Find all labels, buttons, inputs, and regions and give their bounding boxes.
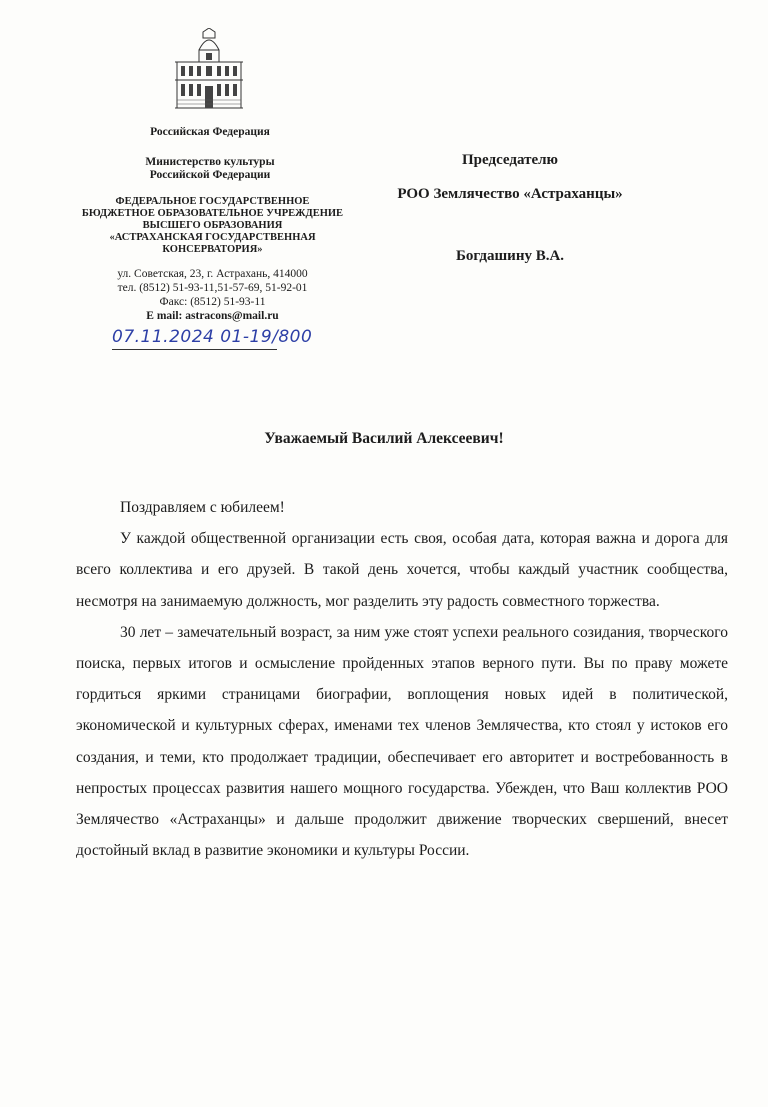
greeting-paragraph: Поздравляем с юбилеем! — [120, 499, 285, 516]
institution-line: «АСТРАХАНСКАЯ ГОСУДАРСТВЕННАЯ — [109, 232, 316, 243]
email: E mail: astracons@mail.ru — [146, 310, 279, 322]
salutation: Уважаемый Василий Алексеевич! — [264, 430, 504, 447]
letterhead-ministry — [100, 156, 320, 182]
letterhead-contacts — [70, 267, 355, 323]
ministry-line: Российской Федерации — [149, 169, 271, 181]
recipient-organization: РОО Землячество «Астраханцы» — [397, 186, 623, 202]
recipient-name: Богдашину В.А. — [455, 248, 565, 264]
conservatory-building-icon — [173, 28, 245, 110]
recipient-title: Председателю — [462, 152, 558, 168]
institution-line: ВЫСШЕГО ОБРАЗОВАНИЯ — [142, 220, 283, 231]
institution-line: БЮДЖЕТНОЕ ОБРАЗОВАТЕЛЬНОЕ УЧРЕЖДЕНИЕ — [81, 208, 344, 219]
address: ул. Советская, 23, г. Астрахань, 414000 — [117, 268, 308, 280]
letter-body — [76, 492, 728, 866]
reference-underline — [112, 349, 277, 350]
letterhead-country: Российская Федерация — [150, 126, 270, 138]
letterhead-institution — [70, 196, 355, 256]
institution-line: ФЕДЕРАЛЬНОЕ ГОСУДАРСТВЕННОЕ — [115, 196, 310, 207]
handwritten-reference: 07.11.2024 01-19/800 — [112, 327, 313, 347]
phone: тел. (8512) 51-93-11,51-57-69, 51-92-01 — [117, 282, 308, 294]
body-paragraph: У каждой общественной организации есть своя, особая дата, которая важна и дорога для всего коллектива и его друзей. В такой день хочется, чтобы каждый участник сообщества, несмотря на занимаемую должность, мог разделить эту радость совместного торжества. — [76, 530, 728, 610]
ministry-line: Министерство культуры — [145, 156, 275, 168]
fax: Факс: (8512) 51-93-11 — [159, 296, 266, 308]
institution-line: КОНСЕРВАТОРИЯ» — [162, 244, 263, 255]
body-paragraph: 30 лет – замечательный возраст, за ним уже стоят успехи реального созидания, творческого поиска, первых итогов и осмысление пройденных этапов верного пути. Вы по праву можете гордиться яркими страницами биографии, воплощения новых идей в политической, экономической и культурных сферах, именами тех членов Землячества, кто стоял у истоков его создания, и теми, кто продолжает традиции, обеспечивает его авторитет и востребованность в непростых процессах развития нашего мощного государства. Убежден, что Ваш коллектив РОО Землячество «Астраханцы» и дальше продолжит движение творческих свершений, внесет достойный вклад в развитие экономики и культуры России. — [76, 623, 728, 860]
